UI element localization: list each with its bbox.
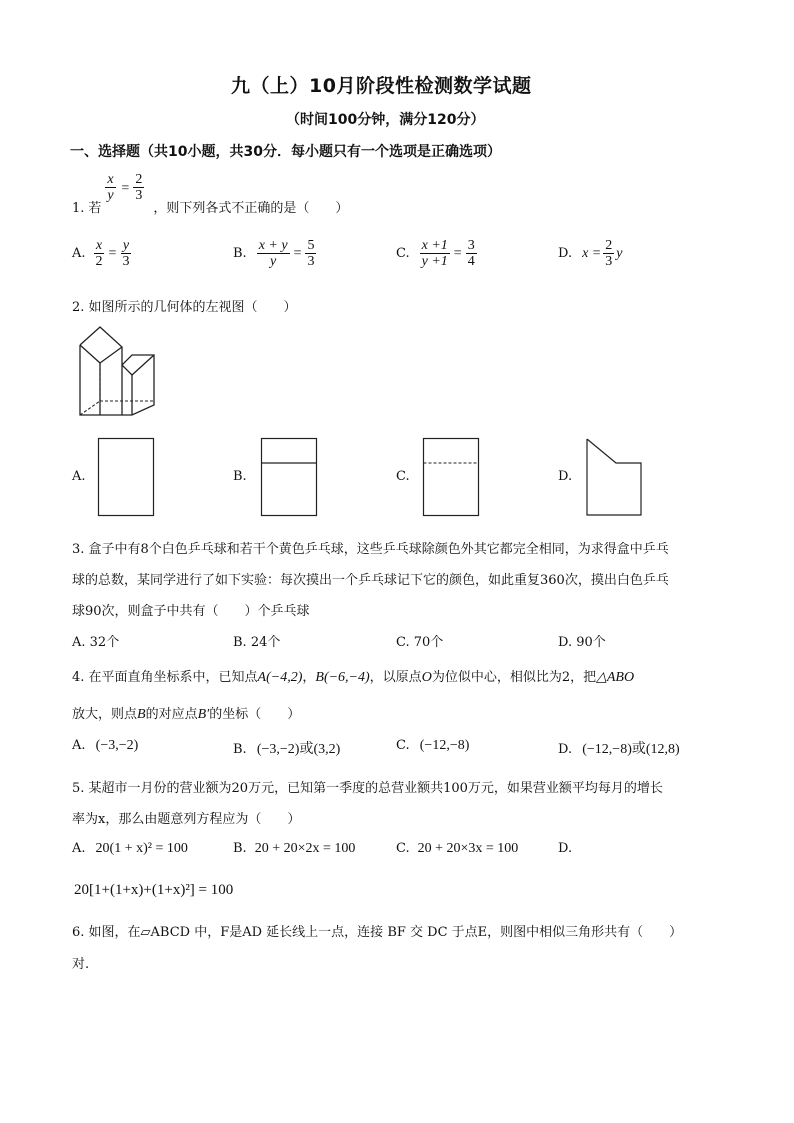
q4-point-a: A(−4,2) [257, 670, 303, 685]
question-2: 2. 如图所示的几何体的左视图（ ） [72, 300, 297, 315]
q6-line-2: 对. [72, 957, 90, 972]
equals: = [453, 245, 462, 261]
q4-point-b-prime: B′ [197, 707, 210, 722]
option-label: A. [72, 841, 86, 856]
option-value: (−3,−2)或(3,2) [256, 742, 341, 757]
equals: = [293, 245, 302, 261]
q4-line-1 [72, 666, 634, 686]
q1-option-b[interactable] [233, 238, 318, 269]
q1-option-a[interactable] [72, 238, 133, 269]
section-heading: 一、选择题（共10小题，共30分．每小题只有一个选项是正确选项） [70, 144, 501, 160]
frac-num: 5 [307, 238, 315, 253]
q3-option-b[interactable]: B. 24个 [233, 635, 281, 650]
q4-option-c[interactable] [396, 738, 469, 754]
q4-text: 的坐标（ ） [209, 707, 301, 722]
q3-option-a[interactable]: A. 32个 [72, 635, 120, 650]
q4-sep: ， [302, 670, 316, 685]
frac-num: x +1 [421, 238, 448, 253]
q4-option-a[interactable] [72, 738, 138, 754]
option-label: C. [396, 738, 410, 753]
option-label: A. [72, 738, 86, 753]
q5-option-c[interactable] [396, 841, 518, 857]
q1-cond-rnum: 2 [135, 172, 143, 187]
frac-den: 3 [605, 254, 613, 269]
option-label: C. [396, 246, 410, 261]
q1-suffix: ，则下列各式不正确的是（ ） [153, 201, 349, 216]
option-label: D. [558, 742, 573, 757]
option-label: D. [558, 841, 573, 856]
q1-prefix: 若 [88, 201, 102, 216]
frac-num: y [122, 238, 130, 253]
q4-option-b[interactable] [233, 738, 340, 758]
option-value: 20(1 + x)² = 100 [95, 841, 188, 856]
q2-option-a-figure[interactable] [98, 438, 158, 518]
q5-line-1: 5. 某超市一月份的营业额为20万元，已知第一季度的总营业额共100万元，如果营业额平均每月的增长 [72, 781, 663, 796]
frac-num: 2 [605, 238, 613, 253]
option-label: A. [72, 246, 86, 261]
q2-option-c-label: C. [396, 469, 410, 484]
q2-option-d-label: D. [558, 469, 573, 484]
q4-triangle: △ABO [596, 670, 635, 685]
q4-text: 放大，则点 [72, 707, 138, 722]
q2-option-a-label: A. [72, 469, 86, 484]
question-1 [72, 172, 348, 216]
q1-option-d[interactable] [558, 238, 622, 269]
q6-line-1: 6. 如图，在▱ABCD 中，F是AD 延长线上一点，连接 BF 交 DC 于点E，则图中相似三角形共有（ ） [72, 925, 683, 940]
q4-origin: O [421, 670, 432, 685]
option-expr: y [616, 245, 623, 261]
option-value: 20 + 20×2x = 100 [254, 841, 356, 856]
option-label: D. [558, 246, 573, 261]
q5-option-b[interactable] [233, 841, 355, 857]
frac-den: 3 [122, 254, 130, 269]
option-label: B. [233, 742, 247, 757]
q4-text: 4. 在平面直角坐标系中，已知点 [72, 670, 258, 685]
q2-option-b-figure[interactable] [261, 438, 321, 518]
q4-point-b-label: B [137, 707, 146, 722]
q2-option-d-figure[interactable] [586, 438, 646, 518]
q4-text: ，以原点 [369, 670, 422, 685]
page-subtitle: （时间100分钟，满分120分） [286, 112, 485, 128]
frac-den: 2 [95, 254, 103, 269]
option-value: (−12,−8)或(12,8) [582, 742, 680, 757]
q4-line-2 [72, 703, 300, 723]
q4-text: 的对应点 [145, 707, 198, 722]
q1-option-c[interactable] [396, 238, 479, 269]
q1-cond-num: x [107, 172, 114, 187]
frac-num: x + y [258, 238, 288, 253]
frac-den: 3 [307, 254, 315, 269]
option-label: B. [233, 246, 247, 261]
q3-line-1: 3. 盒子中有8个白色乒乓球和若干个黄色乒乓球，这些乒乓球除颜色外其它都完全相同，为求得盒中乒乓 [72, 542, 669, 557]
option-value: (−3,−2) [95, 738, 139, 753]
option-expr: x = [582, 245, 602, 261]
frac-den: 4 [467, 254, 475, 269]
q3-line-3: 球90次，则盒子中共有（ ）个乒乓球 [72, 604, 310, 619]
q2-option-c-figure[interactable] [423, 438, 483, 518]
frac-num: x [95, 238, 103, 253]
frac-den: y [270, 254, 277, 269]
q4-text: 为位似中心，相似比为2，把 [431, 670, 597, 685]
option-label: B. [233, 841, 247, 856]
q1-cond-rden: 3 [135, 188, 143, 203]
q5-option-d[interactable] [558, 841, 572, 857]
q5-line-2: 率为x，那么由题意列方程应为（ ） [72, 812, 301, 827]
q5-option-a[interactable] [72, 841, 188, 857]
q3-line-2: 球的总数，某同学进行了如下实验：每次摸出一个乒乓球记下它的颜色，如此重复360次，摸出白色乒乓 [72, 573, 669, 588]
equals: = [108, 245, 117, 261]
q3-option-d[interactable]: D. 90个 [558, 635, 606, 650]
solid-figure [78, 325, 178, 420]
option-value: (−12,−8) [419, 738, 470, 753]
page-title: 九（上）10月阶段性检测数学试题 [231, 75, 532, 97]
q4-option-d[interactable] [558, 738, 680, 758]
q1-cond-den: y [107, 188, 114, 203]
q1-number: 1. [72, 201, 85, 216]
q1-cond-eq: = [121, 181, 130, 196]
frac-num: 3 [467, 238, 475, 253]
q4-point-b: B(−6,−4) [315, 670, 370, 685]
option-value: 20 + 20×3x = 100 [417, 841, 519, 856]
option-label: C. [396, 841, 410, 856]
q2-option-b-label: B. [233, 469, 247, 484]
q3-option-c[interactable]: C. 70个 [396, 635, 444, 650]
frac-den: y +1 [421, 254, 448, 269]
q5-option-d-equation[interactable]: 20[1+(1+x)+(1+x)²] = 100 [74, 882, 234, 898]
